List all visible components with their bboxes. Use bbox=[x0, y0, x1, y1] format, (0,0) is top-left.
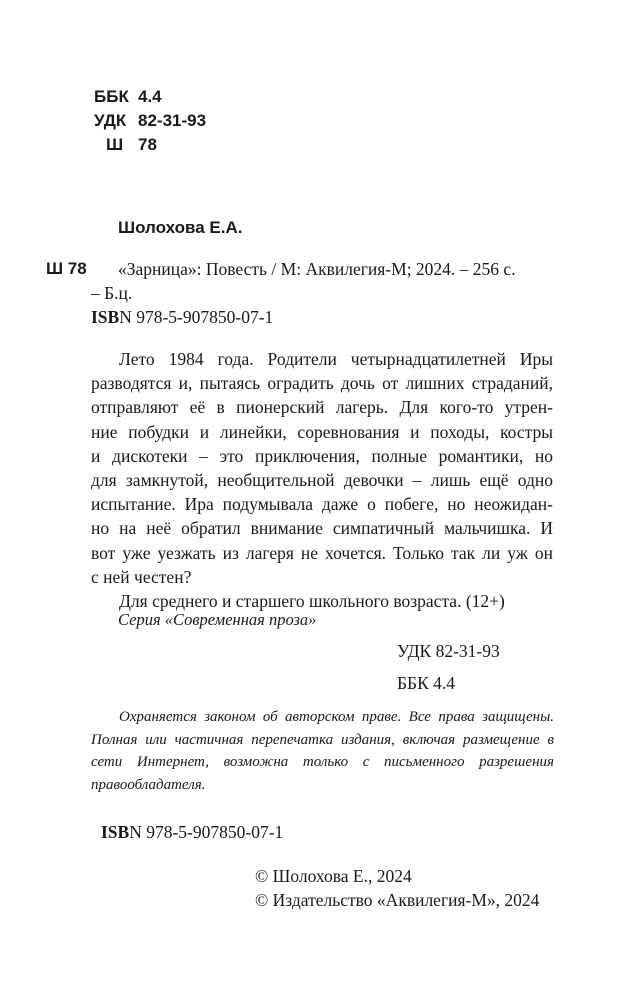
catalog-isbn bbox=[91, 305, 273, 329]
annotation-line: но на неё обратил внимание симпатичный мальчишка. И bbox=[91, 518, 553, 539]
annotation-line: разводятся и, пытаясь оградить дочь от лишних страданий, bbox=[91, 373, 553, 394]
classification-value: 82-31-93 bbox=[138, 111, 207, 130]
annotation-line: для замкнутой, необщительной девочки – лишь ещё одно bbox=[91, 470, 553, 491]
annotation-line: Лето 1984 года. Родители четырнадцатилетней Иры bbox=[119, 349, 553, 369]
classification-block bbox=[94, 85, 206, 157]
catalog-line-2: – Б.ц. bbox=[91, 283, 133, 303]
classification-row-sh bbox=[94, 133, 206, 157]
classification-row-bbk bbox=[94, 85, 206, 109]
annotation-line: испытание. Ира подумывала даже о побеге, но неожидан- bbox=[91, 494, 553, 515]
isbn-number: N 978-5-907850-07-1 bbox=[129, 822, 284, 842]
author-heading: Шолохова Е.А. bbox=[118, 218, 243, 237]
copyright-publisher: © Издательство «Аквилегия-М», 2024 bbox=[255, 890, 540, 910]
annotation-line: ние побудки и линейки, соревнования и походы, костры bbox=[91, 421, 553, 442]
copyright-author: © Шолохова Е., 2024 bbox=[255, 866, 412, 886]
classification-code: УДК bbox=[94, 111, 127, 130]
annotation-line: отправляют её в пионерский лагерь. Для кого-то утрен- bbox=[91, 397, 553, 418]
isbn-prefix: ISB bbox=[91, 307, 120, 327]
copyright-notice: Охраняется законом об авторском праве. Все права защищены. Полная или частичная перепечатка издания, включая размещение в сети Интернет, возможна только с письменного разрешения правообладателя. bbox=[91, 709, 554, 793]
catalog-line-1: «Зарница»: Повесть / М: Аквилегия-М; 2024. – 256 с. bbox=[118, 259, 516, 279]
isbn-number: N 978-5-907850-07-1 bbox=[119, 307, 274, 327]
classification-code: Ш bbox=[106, 135, 124, 154]
annotation bbox=[91, 347, 553, 613]
classification-code: ББК bbox=[94, 87, 129, 106]
annotation-line: с ней честен? bbox=[91, 566, 192, 587]
catalog-mark: Ш 78 bbox=[46, 259, 87, 278]
age-rating: Для среднего и старшего школьного возраста. (12+) bbox=[119, 591, 505, 612]
classification-value: 78 bbox=[138, 135, 157, 154]
isbn-footer bbox=[101, 820, 283, 844]
isbn-prefix: ISB bbox=[101, 822, 130, 842]
classification-value: 4.4 bbox=[138, 87, 162, 106]
bbk-right: ББК 4.4 bbox=[397, 673, 456, 693]
series-label: Серия «Современная проза» bbox=[118, 610, 317, 629]
annotation-line: и дискотеки – это приключения, полные романтики, но bbox=[91, 445, 553, 466]
classification-row-udk bbox=[94, 109, 206, 133]
udk-right: УДК 82-31-93 bbox=[397, 641, 500, 661]
annotation-line: вот уже уезжать из лагеря не хочется. Только так ли уж он bbox=[91, 542, 553, 563]
